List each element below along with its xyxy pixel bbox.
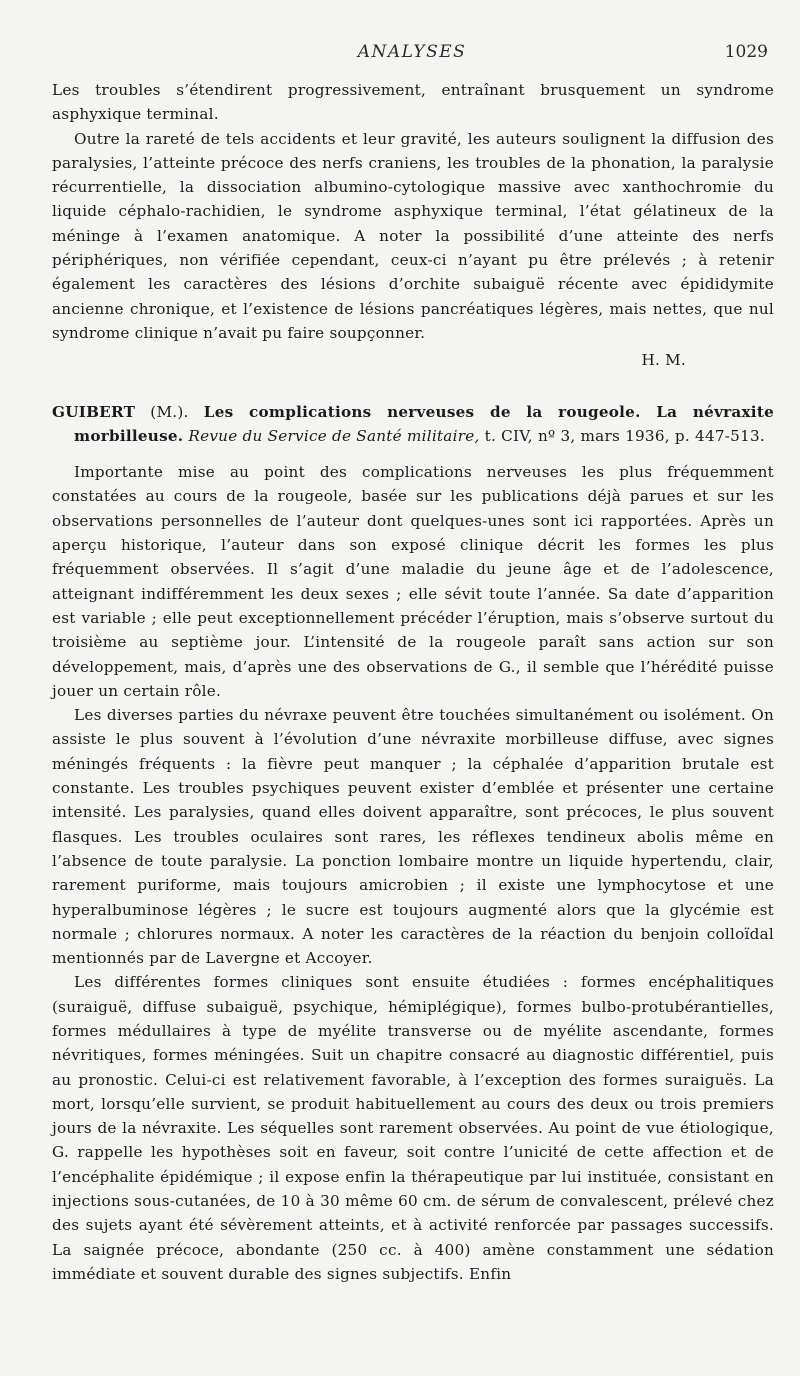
abstract-paragraph: Importante mise au point des complications nerveuses les plus fréquemment constatées au cours de la rougeole, basée sur les publications déjà parues et sur les observations personnelles de l’auteur dont quelques-unes sont ici rapportées. Après un aperçu historique, l’auteur dans son exposé clinique décrit les formes les plus fréquemment observées. Il s’agit d’une maladie du jeune âge et de l’adolescence, atteignant indifféremment les deux sexes ; elle sévit toute l’année. Sa date d’apparition est variable ; elle peut exceptionnellement précéder l’éruption, mais s’observe surtout du troisième au septième jour. L’intensité de la rougeole paraît sans action sur son développement, mais, d’après une des observations de G., il semble que l’hérédité puisse jouer un certain rôle. — [52, 463, 774, 700]
page-body — [52, 78, 774, 1286]
review-paragraph: Les troubles s’étendirent progressivement, entraînant brusquement un syndrome asphyxique terminal. — [52, 81, 774, 124]
running-title: ANALYSES — [357, 42, 467, 62]
running-header — [52, 42, 772, 66]
abstract-paragraph: Les diverses parties du névraxe peuvent être touchées simultanément ou isolément. On assiste le plus souvent à l’évolution d’une névraxite morbilleuse diffuse, avec signes méningés fréquents : la fièvre peut manquer ; la céphalée d’apparition brutale est constante. Les troubles psychiques peuvent exister d’emblée et présenter une certaine intensité. Les paralysies, quand elles doivent apparaître, sont précoces, le plus souvent flasques. Les troubles oculaires sont rares, les réflexes tendineux abolis même en l’absence de toute paralysie. La ponction lombaire montre un liquide hypertendu, clair, rarement puriforme, mais toujours amicrobien ; il existe une lymphocytose et une hyperalbuminose légères ; le sucre est toujours augmenté alors que la glycémie est normale ; chlorures normaux. A noter les caractères de la réaction du benjoin colloïdal mentionnés par de Lavergne et Accoyer. — [52, 706, 774, 968]
article-title: Les complications nerveuses de la rougeole. La névraxite morbilleuse. — [74, 402, 774, 445]
author-initial: (M.). — [150, 402, 189, 421]
review-paragraph: Outre la rareté de tels accidents et leur gravité, les auteurs soulignent la diffusion des paralysies, l’atteinte précoce des nerfs craniens, les troubles de la phonation, la paralysie récurrentielle, la dissociation albumino-cytologique massive avec xanthochromie du liquide céphalo-rachidien, le syndrome asphyxique terminal, l’état gélatineux de la méninge à l’examen anatomique. A noter la possibilité d’une atteinte des nerfs périphériques, non vérifiée cependant, ceux-ci n’ayant pu être prélevés ; à retenir également les caractères des lésions d’orchite subaiguë récente avec épididymite ancienne chronique, et l’existence de lésions pancréatiques légères, mais nettes, que nul syndrome clinique n’avait pu faire soupçonner. — [52, 129, 774, 342]
journal-name: Revue du Service de Santé militaire, — [188, 426, 480, 445]
bibliographic-entry — [52, 400, 774, 449]
reviewer-signature: H. M. — [641, 351, 686, 370]
abstract-paragraph: Les différentes formes cliniques sont ensuite étudiées : formes encéphalitiques (suraiguë, diffuse subaiguë, psychique, hémiplégique), formes bulbo-protubérantielles, formes médullaires à type de myélite transverse ou de myélite ascendante, formes névritiques, formes méningées. Suit un chapitre consacré au diagnostic différentiel, puis au pronostic. Celui-ci est relativement favorable, à l’exception des formes suraiguës. La mort, lorsqu’elle survient, se produit habituellement au cours des deux ou trois premiers jours de la névraxite. Les séquelles sont rarement observées. Au point de vue étiologique, G. rappelle les hypothèses soit en faveur, soit contre l’unicité de cette affection et de l’encéphalite épidémique ; il expose enfin la thérapeutique par lui instituée, consistant en injections sous-cutanées, de 10 à 30 même 60 cm. de sérum de convalescent, prélevé chez des sujets ayant été sévèrement atteints, et à activité renforcée par passages successifs. La saignée précoce, abondante (250 cc. à 400) amène constamment une sédation immédiate et souvent durable des signes subjectifs. Enfin — [52, 973, 774, 1283]
author-name: GUIBERT — [52, 402, 136, 421]
page-number: 1029 — [724, 42, 768, 62]
citation-details: t. CIV, nº 3, mars 1936, p. 447-513. — [484, 426, 765, 445]
